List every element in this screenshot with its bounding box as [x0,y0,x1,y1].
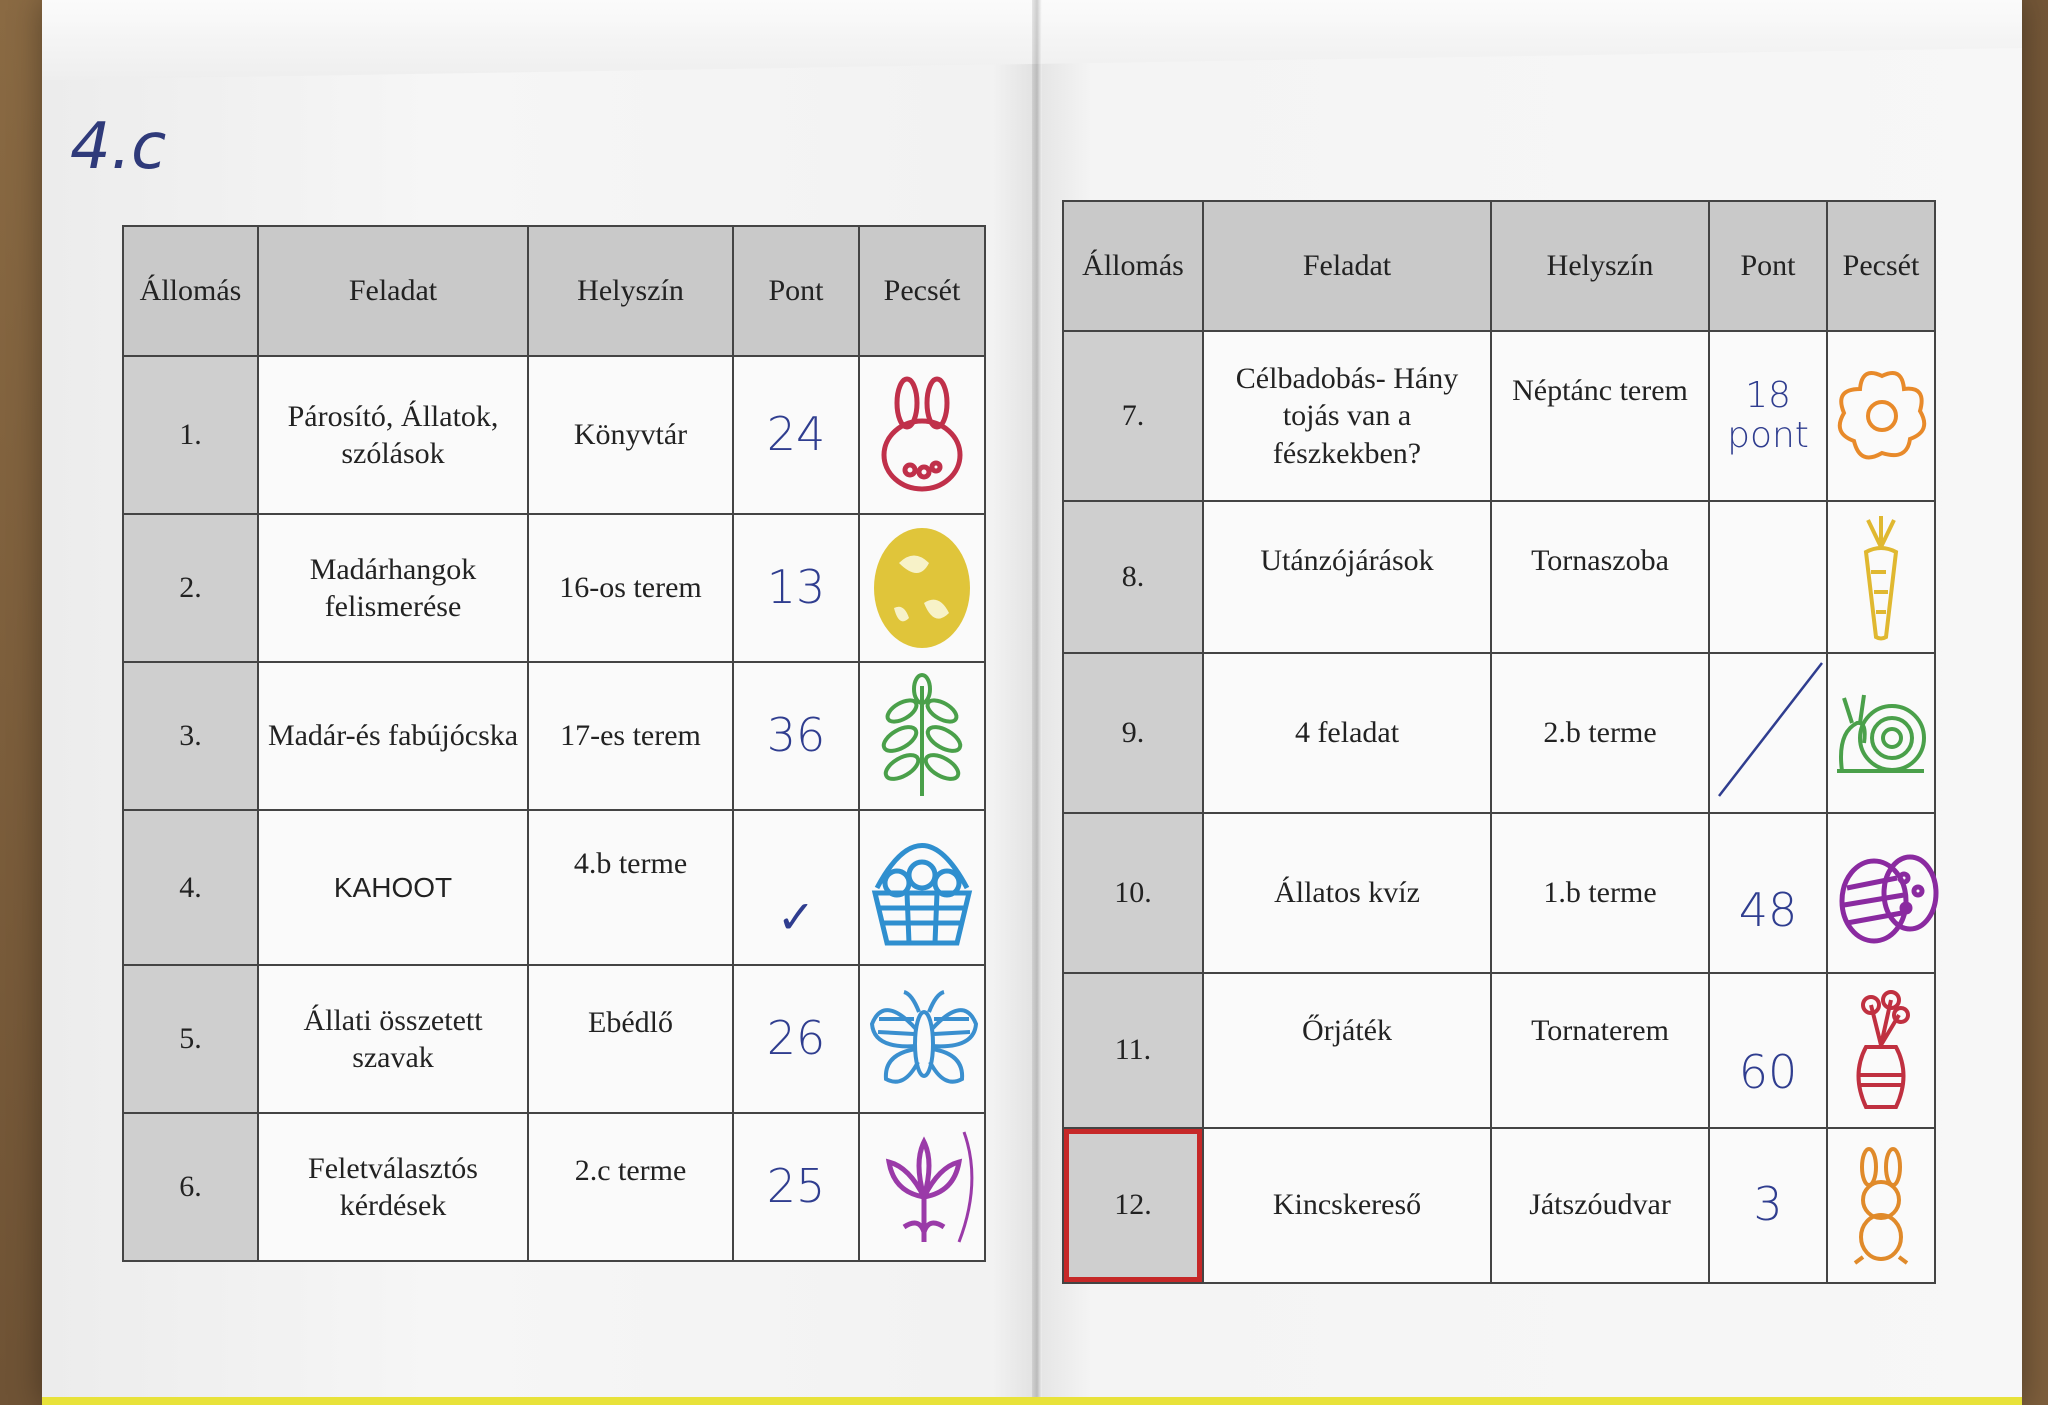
table-row [1063,1128,1935,1283]
station-number: 5. [123,965,258,1113]
stamp-cell [859,965,985,1113]
station-number: 8. [1063,501,1203,653]
task-cell: Őrjáték [1203,973,1491,1128]
station-number-circled: 12. [1063,1128,1203,1283]
bottom-strip [42,1397,2022,1405]
table-row [1063,653,1935,813]
snail-stamp-icon [1832,683,1932,783]
header-station: Állomás [123,226,258,356]
table-row [123,965,985,1113]
task-cell: 4 feladat [1203,653,1491,813]
class-label: 4.c [70,110,167,184]
header-station: Állomás [1063,201,1203,331]
flower-outline-stamp-icon [1832,361,1932,471]
table-row [123,662,985,810]
points-cell: 26 [733,965,859,1113]
location-cell: 1.b terme [1491,813,1709,973]
points-cell [1709,501,1827,653]
station-number: 9. [1063,653,1203,813]
stamp-cell [1827,1128,1935,1283]
basket-stamp-icon [867,823,977,953]
stamp-cell [859,662,985,810]
table-row [1063,331,1935,501]
location-cell: Ebédlő [528,965,733,1113]
header-points: Pont [1709,201,1827,331]
stamp-cell [1827,331,1935,501]
points-cell: 60 [1709,973,1827,1128]
stamp-cell [859,356,985,514]
location-cell: Játszóudvar [1491,1128,1709,1283]
stamp-cell [1827,653,1935,813]
header-task: Feladat [1203,201,1491,331]
pen-slash-mark [1714,658,1824,798]
task-cell: Célbadobás- Hány tojás van a fészkekben? [1203,331,1491,501]
header-row [123,226,985,356]
points-cell: 18 pont [1709,331,1827,501]
points-cell: ✓ [733,810,859,965]
task-cell: Állatos kvíz [1203,813,1491,973]
vase-stamp-icon [1841,985,1921,1115]
table-row [123,1113,985,1261]
table-row [1063,813,1935,973]
header-location: Helyszín [1491,201,1709,331]
stamp-cell [1827,973,1935,1128]
bunny-stamp-icon [872,375,972,495]
left-station-table [122,225,986,1262]
points-cell: 3 [1709,1128,1827,1283]
task-cell: Kincskereső [1203,1128,1491,1283]
points-cell [1709,653,1827,813]
carrot-stamp-icon [1846,512,1916,642]
station-number: 3. [123,662,258,810]
station-number: 11. [1063,973,1203,1128]
branch-stamp-icon [872,671,972,801]
butterfly-stamp-icon [864,984,984,1094]
task-cell: Madár-és fabújócska [258,662,528,810]
header-location: Helyszín [528,226,733,356]
points-cell: 36 [733,662,859,810]
points-cell: 48 [1709,813,1827,973]
table-row [1063,973,1935,1128]
header-stamp: Pecsét [859,226,985,356]
header-stamp: Pecsét [1827,201,1935,331]
rabbit-stamp-icon [1841,1145,1921,1265]
flower-stamp-icon [864,1122,984,1252]
header-task: Feladat [258,226,528,356]
points-cell: 13 [733,514,859,662]
location-cell: 2.c terme [528,1113,733,1261]
station-number: 10. [1063,813,1203,973]
eggs-stamp-icon [1832,833,1942,953]
task-cell: Állati összetett szavak [258,965,528,1113]
station-number: 4. [123,810,258,965]
location-cell: Tornaszoba [1491,501,1709,653]
station-number: 2. [123,514,258,662]
table-row [123,810,985,965]
location-cell: Tornaterem [1491,973,1709,1128]
paper-fold [1032,0,1042,1405]
stamp-cell [859,1113,985,1261]
stamp-cell [859,810,985,965]
location-cell: 16-os terem [528,514,733,662]
header-points: Pont [733,226,859,356]
egg-stamp-icon [869,523,975,653]
task-cell: Madárhangok felismerése [258,514,528,662]
location-cell: 17-es terem [528,662,733,810]
task-cell: Feletválasztós kérdések [258,1113,528,1261]
location-cell: 4.b terme [528,810,733,965]
header-row [1063,201,1935,331]
location-cell: 2.b terme [1491,653,1709,813]
task-cell: KAHOOT [258,810,528,965]
table-row [123,356,985,514]
stamp-cell [1827,501,1935,653]
location-cell: Néptánc terem [1491,331,1709,501]
location-cell: Könyvtár [528,356,733,514]
stamp-cell [1827,813,1935,973]
table-row [1063,501,1935,653]
stamp-cell [859,514,985,662]
station-number: 1. [123,356,258,514]
right-station-table [1062,200,1936,1284]
station-number: 6. [123,1113,258,1261]
points-cell: 25 [733,1113,859,1261]
task-cell: Párosító, Állatok, szólások [258,356,528,514]
points-cell: 24 [733,356,859,514]
task-cell: Utánzójárások [1203,501,1491,653]
station-number: 7. [1063,331,1203,501]
table-row [123,514,985,662]
